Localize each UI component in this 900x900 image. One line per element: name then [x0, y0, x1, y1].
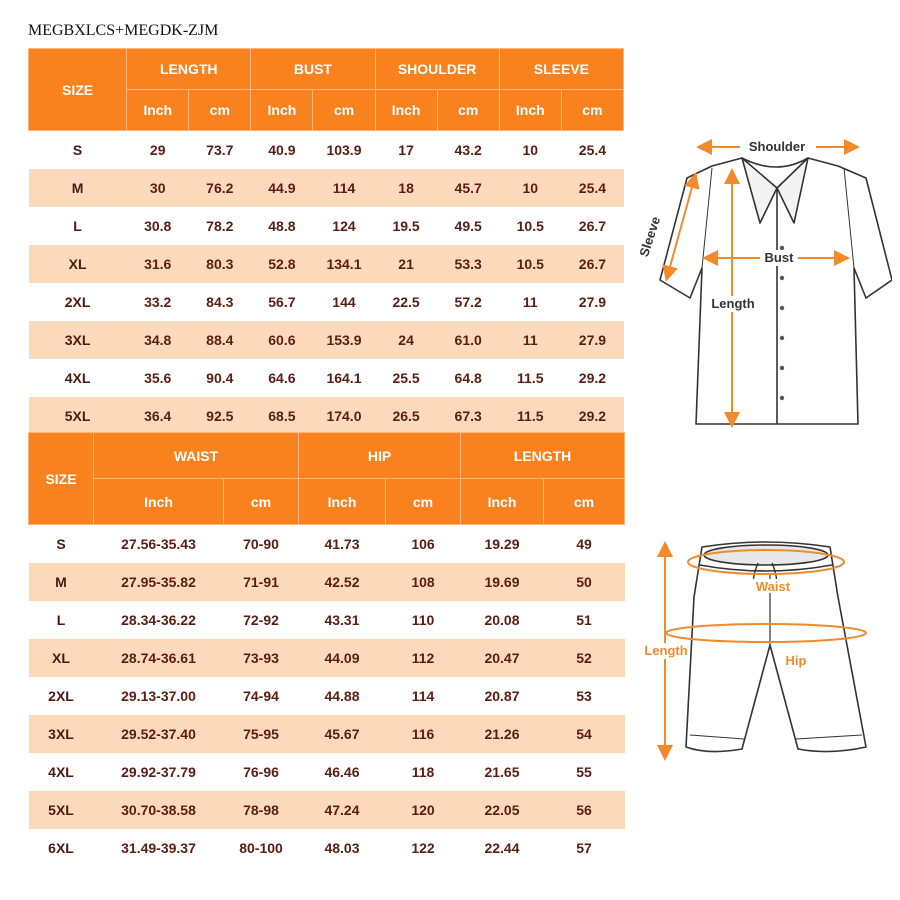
- unit-header: cm: [313, 90, 375, 131]
- value-cell: 80.3: [189, 245, 251, 283]
- value-cell: 11: [522, 293, 538, 310]
- value-cell: 108: [386, 563, 461, 601]
- value-cell: 61.0: [437, 321, 499, 359]
- value-cell: 19.29: [484, 535, 520, 552]
- table-row: [29, 829, 625, 867]
- value-cell: 90.4: [206, 369, 234, 386]
- length-label: Length: [644, 643, 688, 658]
- value-cell: 48.03: [324, 839, 360, 856]
- value-cell: 134.1: [313, 245, 375, 283]
- value-cell: 164.1: [326, 369, 362, 386]
- value-cell: 45.67: [299, 715, 386, 753]
- value-cell: 27.9: [578, 293, 607, 310]
- value-cell: 27.9: [561, 321, 623, 359]
- value-cell: 11: [499, 321, 561, 359]
- value-cell: 28.74-36.61: [94, 639, 224, 677]
- unit-header: Inch: [375, 90, 437, 131]
- value-cell: 24: [375, 321, 437, 359]
- value-cell: 110: [411, 611, 435, 628]
- hip-header: HIP: [299, 433, 461, 479]
- value-cell: 29: [149, 141, 166, 158]
- waist-label: Waist: [755, 579, 791, 594]
- value-cell: 72-92: [243, 611, 279, 628]
- table-row: [29, 207, 624, 245]
- value-cell: 29.13-37.00: [121, 687, 196, 704]
- tops-size-table: [28, 48, 624, 435]
- value-cell: 78-98: [224, 791, 299, 829]
- value-cell: 51: [576, 611, 592, 628]
- value-cell: 27.95-35.82: [94, 563, 224, 601]
- value-cell: 21: [375, 245, 437, 283]
- value-cell: 33.2: [144, 293, 172, 310]
- size-header: SIZE: [29, 49, 127, 131]
- size-cell: 3XL: [29, 321, 127, 359]
- shorts-measurement-diagram: [640, 535, 890, 775]
- value-cell: 122: [411, 839, 435, 856]
- value-cell: 49: [576, 535, 592, 552]
- value-cell: 114: [411, 687, 435, 704]
- value-cell: 84.3: [206, 293, 234, 310]
- value-cell: 29.52-37.40: [94, 715, 224, 753]
- shoulder-label: Shoulder: [748, 139, 806, 154]
- size-cell: 4XL: [64, 369, 91, 386]
- value-cell: 50: [544, 563, 625, 601]
- bust-header: BUST: [251, 49, 375, 90]
- value-cell: 114: [313, 169, 375, 207]
- value-cell: 48.8: [268, 217, 296, 234]
- unit-header: Inch: [461, 479, 544, 525]
- shirt-measurement-diagram: [632, 128, 892, 438]
- value-cell: 19.69: [461, 563, 544, 601]
- value-cell: 78.2: [206, 217, 234, 234]
- size-header: SIZE: [29, 433, 94, 525]
- value-cell: 10.5: [516, 217, 544, 234]
- value-cell: 44.88: [324, 687, 360, 704]
- value-cell: 25.5: [392, 369, 420, 386]
- value-cell: 52: [544, 639, 625, 677]
- unit-header: Inch: [94, 479, 224, 525]
- value-cell: 64.6: [268, 369, 296, 386]
- value-cell: 53.3: [437, 245, 499, 283]
- size-cell: XL: [29, 245, 127, 283]
- value-cell: 120: [386, 791, 461, 829]
- table-row: [29, 601, 625, 639]
- value-cell: 25.4: [578, 141, 607, 158]
- size-cell: 6XL: [48, 839, 74, 856]
- unit-header: cm: [437, 90, 499, 131]
- value-cell: 31.49-39.37: [121, 839, 196, 856]
- value-cell: 40.9: [268, 141, 296, 158]
- value-cell: 70-90: [243, 535, 279, 552]
- value-cell: 49.5: [454, 217, 482, 234]
- size-cell: XL: [29, 639, 94, 677]
- value-cell: 10: [499, 169, 561, 207]
- bottoms-size-table: [28, 432, 625, 867]
- value-cell: 68.5: [251, 397, 313, 435]
- value-cell: 53: [576, 687, 592, 704]
- table-row: [29, 359, 624, 397]
- value-cell: 73-93: [224, 639, 299, 677]
- table-row: [29, 397, 624, 435]
- sleeve-header: SLEEVE: [499, 49, 623, 90]
- value-cell: 30.70-38.58: [94, 791, 224, 829]
- waist-header: WAIST: [94, 433, 299, 479]
- table-row: [29, 715, 625, 753]
- unit-header: cm: [561, 90, 623, 131]
- value-cell: 10.5: [499, 245, 561, 283]
- value-cell: 56: [544, 791, 625, 829]
- value-cell: 106: [411, 535, 435, 552]
- size-cell: S: [56, 535, 66, 552]
- value-cell: 28.34-36.22: [121, 611, 196, 628]
- value-cell: 20.47: [461, 639, 544, 677]
- value-cell: 57.2: [454, 293, 482, 310]
- value-cell: 26.5: [375, 397, 437, 435]
- value-cell: 116: [386, 715, 461, 753]
- value-cell: 75-95: [224, 715, 299, 753]
- value-cell: 46.46: [324, 763, 360, 780]
- value-cell: 80-100: [239, 839, 283, 856]
- unit-header: Inch: [499, 90, 561, 131]
- size-cell: S: [72, 141, 83, 158]
- value-cell: 30.8: [144, 217, 172, 234]
- size-cell: L: [73, 217, 82, 234]
- value-cell: 17: [398, 141, 414, 158]
- value-cell: 26.7: [561, 245, 623, 283]
- value-cell: 29.2: [578, 369, 607, 386]
- value-cell: 76-96: [243, 763, 279, 780]
- length-header: LENGTH: [461, 433, 625, 479]
- unit-header: cm: [189, 90, 251, 131]
- table-row: [29, 525, 625, 563]
- value-cell: 22.44: [484, 839, 520, 856]
- value-cell: 43.2: [454, 141, 482, 158]
- value-cell: 112: [386, 639, 461, 677]
- value-cell: 64.8: [454, 369, 482, 386]
- value-cell: 21.65: [484, 763, 520, 780]
- table-row: [29, 245, 624, 283]
- size-cell: L: [56, 611, 66, 628]
- value-cell: 25.4: [561, 169, 623, 207]
- table-row: [29, 131, 624, 169]
- value-cell: 41.73: [324, 535, 360, 552]
- value-cell: 103.9: [326, 141, 362, 158]
- value-cell: 76.2: [189, 169, 251, 207]
- table-row: [29, 791, 625, 829]
- value-cell: 26.7: [578, 217, 607, 234]
- size-cell: M: [29, 563, 94, 601]
- value-cell: 22.5: [392, 293, 420, 310]
- value-cell: 29.92-37.79: [121, 763, 196, 780]
- sleeve-label: Sleeve: [636, 214, 664, 259]
- bust-label: Bust: [764, 250, 794, 265]
- hip-label: Hip: [785, 653, 807, 668]
- value-cell: 54: [544, 715, 625, 753]
- value-cell: 42.52: [299, 563, 386, 601]
- size-cell: 3XL: [29, 715, 94, 753]
- size-cell: 5XL: [29, 791, 94, 829]
- value-cell: 47.24: [299, 791, 386, 829]
- value-cell: 44.9: [251, 169, 313, 207]
- length-label: Length: [711, 296, 755, 311]
- unit-header: Inch: [127, 90, 189, 131]
- shirt-outline: [660, 158, 892, 424]
- value-cell: 30: [127, 169, 189, 207]
- value-cell: 27.56-35.43: [121, 535, 196, 552]
- table-row: [29, 639, 625, 677]
- value-cell: 35.6: [144, 369, 172, 386]
- unit-header: Inch: [299, 479, 386, 525]
- product-code: MEGBXLCS+MEGDK-ZJM: [28, 22, 219, 39]
- value-cell: 44.09: [299, 639, 386, 677]
- unit-header: cm: [544, 479, 625, 525]
- table-row: [29, 677, 625, 715]
- unit-header: cm: [224, 479, 299, 525]
- unit-header: Inch: [251, 90, 313, 131]
- length-header: LENGTH: [127, 49, 251, 90]
- value-cell: 57: [576, 839, 592, 856]
- value-cell: 67.3: [437, 397, 499, 435]
- value-cell: 88.4: [189, 321, 251, 359]
- table-row: [29, 283, 624, 321]
- value-cell: 45.7: [437, 169, 499, 207]
- table-row: [29, 321, 624, 359]
- value-cell: 56.7: [268, 293, 296, 310]
- value-cell: 43.31: [324, 611, 360, 628]
- value-cell: 124: [332, 217, 356, 234]
- value-cell: 18: [375, 169, 437, 207]
- value-cell: 71-91: [224, 563, 299, 601]
- size-cell: 4XL: [48, 763, 74, 780]
- value-cell: 73.7: [206, 141, 234, 158]
- value-cell: 29.2: [561, 397, 623, 435]
- value-cell: 10: [522, 141, 539, 158]
- value-cell: 144: [332, 293, 356, 310]
- value-cell: 21.26: [461, 715, 544, 753]
- value-cell: 153.9: [313, 321, 375, 359]
- value-cell: 60.6: [251, 321, 313, 359]
- value-cell: 19.5: [392, 217, 420, 234]
- value-cell: 92.5: [189, 397, 251, 435]
- value-cell: 36.4: [127, 397, 189, 435]
- size-cell: 5XL: [29, 397, 127, 435]
- unit-header: cm: [386, 479, 461, 525]
- table-row: [29, 169, 624, 207]
- table-row: [29, 563, 625, 601]
- shoulder-header: SHOULDER: [375, 49, 499, 90]
- value-cell: 20.87: [484, 687, 520, 704]
- value-cell: 22.05: [461, 791, 544, 829]
- value-cell: 55: [576, 763, 592, 780]
- value-cell: 118: [411, 763, 435, 780]
- value-cell: 74-94: [243, 687, 279, 704]
- size-cell: 2XL: [48, 687, 74, 704]
- value-cell: 31.6: [127, 245, 189, 283]
- value-cell: 52.8: [251, 245, 313, 283]
- value-cell: 11.5: [517, 369, 544, 386]
- value-cell: 174.0: [313, 397, 375, 435]
- value-cell: 20.08: [484, 611, 520, 628]
- value-cell: 34.8: [127, 321, 189, 359]
- table-row: [29, 753, 625, 791]
- value-cell: 11.5: [499, 397, 561, 435]
- size-cell: 2XL: [64, 293, 91, 310]
- size-cell: M: [29, 169, 127, 207]
